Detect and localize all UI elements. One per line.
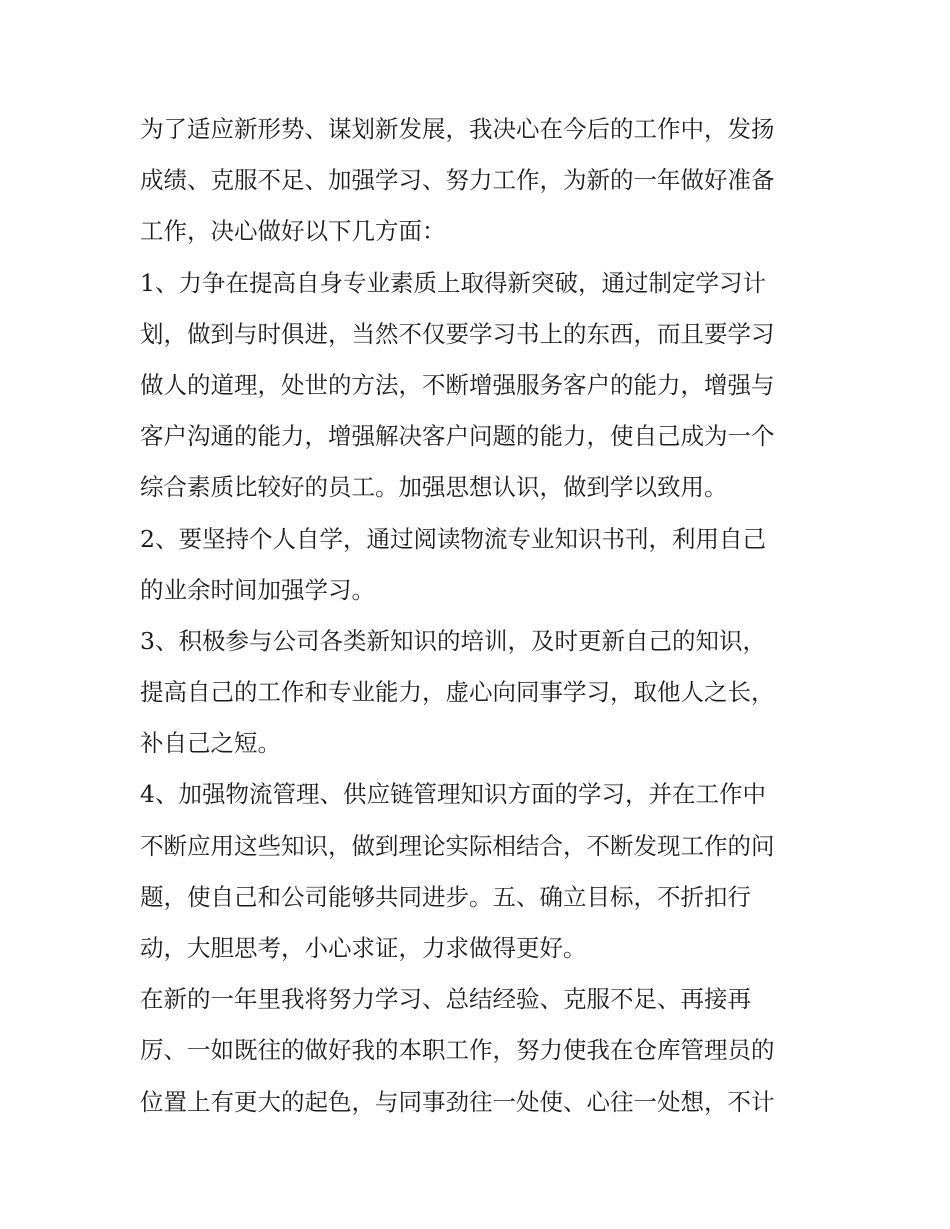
text-line: 综合素质比较好的员工。加强思想认识，做到学以致用。 (140, 473, 728, 502)
text-line: 4、加强物流管理、供应链管理知识方面的学习，并在工作中 (140, 780, 766, 809)
text-line: 做人的道理，处世的方法，不断增强服务客户的能力，增强与 (140, 370, 775, 399)
text-line: 补自己之短。 (140, 729, 281, 758)
text-line: 题，使自己和公司能够共同进步。五、确立目标，不折扣行 (140, 882, 751, 911)
text-line: 工作，决心做好以下几方面： (140, 217, 446, 246)
text-line: 成绩、克服不足、加强学习、努力工作，为新的一年做好准备 (140, 166, 775, 195)
text-line: 客户沟通的能力，增强解决客户问题的能力，使自己成为一个 (140, 422, 775, 451)
text-line: 动，大胆思考，小心求证，力求做得更好。 (140, 934, 587, 962)
text-line: 位置上有更大的起色，与同事劲往一处使、心往一处想，不计 (140, 1087, 775, 1116)
text-line: 的业余时间加强学习。 (140, 575, 375, 604)
text-line: 2、要坚持个人自学，通过阅读物流专业知识书刊，利用自己 (140, 524, 766, 553)
text-line: 在新的一年里我将努力学习、总结经验、克服不足、再接再 (140, 985, 751, 1014)
text-line: 不断应用这些知识，做到理论实际相结合，不断发现工作的问 (140, 831, 775, 860)
text-line: 1、力争在提高自身专业素质上取得新突破，通过制定学习计 (140, 268, 766, 297)
text-line: 3、积极参与公司各类新知识的培训，及时更新自己的知识， (140, 626, 766, 655)
text-line: 提高自己的工作和专业能力，虚心向同事学习，取他人之长， (140, 678, 775, 707)
text-line: 为了适应新形势、谋划新发展，我决心在今后的工作中，发扬 (140, 115, 775, 143)
text-line: 厉、一如既往的做好我的本职工作，努力使我在仓库管理员的 (140, 1036, 775, 1065)
document-body (140, 104, 820, 1128)
text-line: 划，做到与时俱进，当然不仅要学习书上的东西，而且要学习 (140, 319, 775, 348)
